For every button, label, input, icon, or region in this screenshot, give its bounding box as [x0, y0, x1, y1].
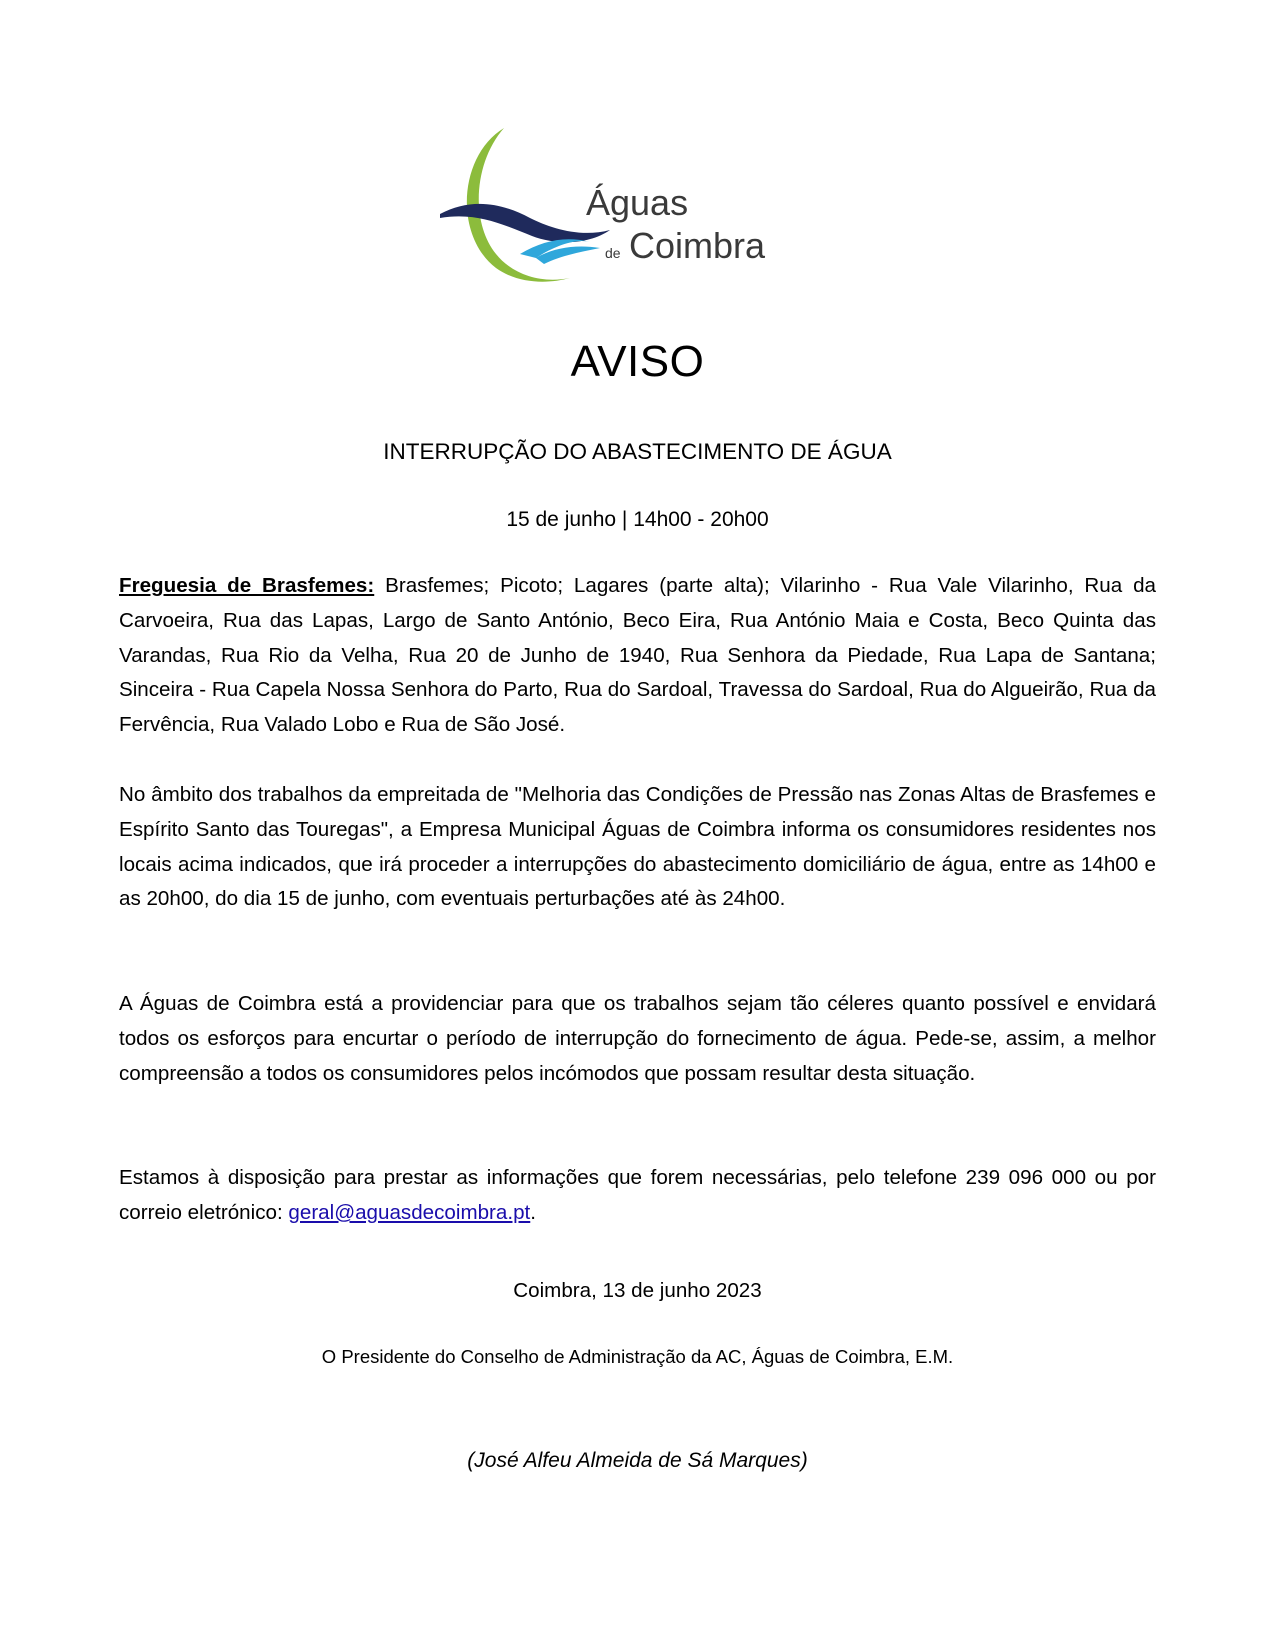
contact-paragraph [119, 1161, 1156, 1231]
apology-paragraph: A Águas de Coimbra está a providenciar para que os trabalhos sejam tão céleres quanto possível e envidará todos os esforços para encurtar o período de interrupção do fornecimento de água. Pede-se, assim, a melhor compreensão a todos os consumidores pelos incómodos que possam resultar desta situação. [119, 992, 1156, 1085]
affected-areas-text: Brasfemes; Picoto; Lagares (parte alta); Vilarinho - Rua Vale Vilarinho, Rua da Carvoeira, Rua das Lapas, Largo de Santo António, Beco Eira, Rua António Maia e Costa, Beco Quinta das Varandas, Rua Rio da Velha, Rua 20 de Junho de 1940, Rua Senhora da Piedade, Rua Lapa de Santana; Sinceira - Rua Capela Nossa Senhora do Parto, Rua do Sardoal, Travessa do Sardoal, Rua do Algueirão, Rua da Fervência, Rua Valado Lobo e Rua de São José. [119, 574, 1156, 737]
logo-text-aguas: Águas [586, 182, 689, 223]
logo-text-de: de [605, 245, 621, 261]
parish-label: Freguesia de Brasfemes: [119, 574, 375, 597]
signatory-name: (José Alfeu Almeida de Sá Marques) [467, 1449, 808, 1472]
notice-schedule: 15 de junho | 14h00 - 20h00 [506, 508, 769, 531]
notice-title: AVISO [570, 337, 705, 386]
aguas-de-coimbra-logo [440, 118, 830, 308]
place-date: Coimbra, 13 de junho 2023 [513, 1279, 762, 1302]
contact-text: Estamos à disposição para prestar as informações que forem necessárias, pelo telefone 239 096 000 ou por correio eletrónico: [119, 1166, 1156, 1224]
works-paragraph: No âmbito dos trabalhos da empreitada de "Melhoria das Condições de Pressão nas Zonas Altas de Brasfemes e Espírito Santo das Touregas", a Empresa Municipal Águas de Coimbra informa os consumidores residentes nos locais acima indicados, que irá proceder a interrupções do abastecimento domiciliário de água, entre as 14h00 e as 20h00, do dia 15 de junho, com eventuais perturbações até às 24h00. [119, 783, 1156, 911]
logo-wave-light [520, 239, 600, 264]
logo-graphic [440, 118, 830, 308]
notice-subtitle: INTERRUPÇÃO DO ABASTECIMENTO DE ÁGUA [383, 439, 892, 464]
affected-areas-paragraph [119, 569, 1156, 743]
email-link[interactable]: geral@aguasdecoimbra.pt [288, 1200, 531, 1224]
contact-end: . [530, 1200, 536, 1224]
signatory-title: O Presidente do Conselho de Administração da AC, Águas de Coimbra, E.M. [321, 1346, 954, 1367]
logo-text-coimbra: Coimbra [629, 225, 766, 266]
logo-wave-dark [440, 204, 610, 242]
